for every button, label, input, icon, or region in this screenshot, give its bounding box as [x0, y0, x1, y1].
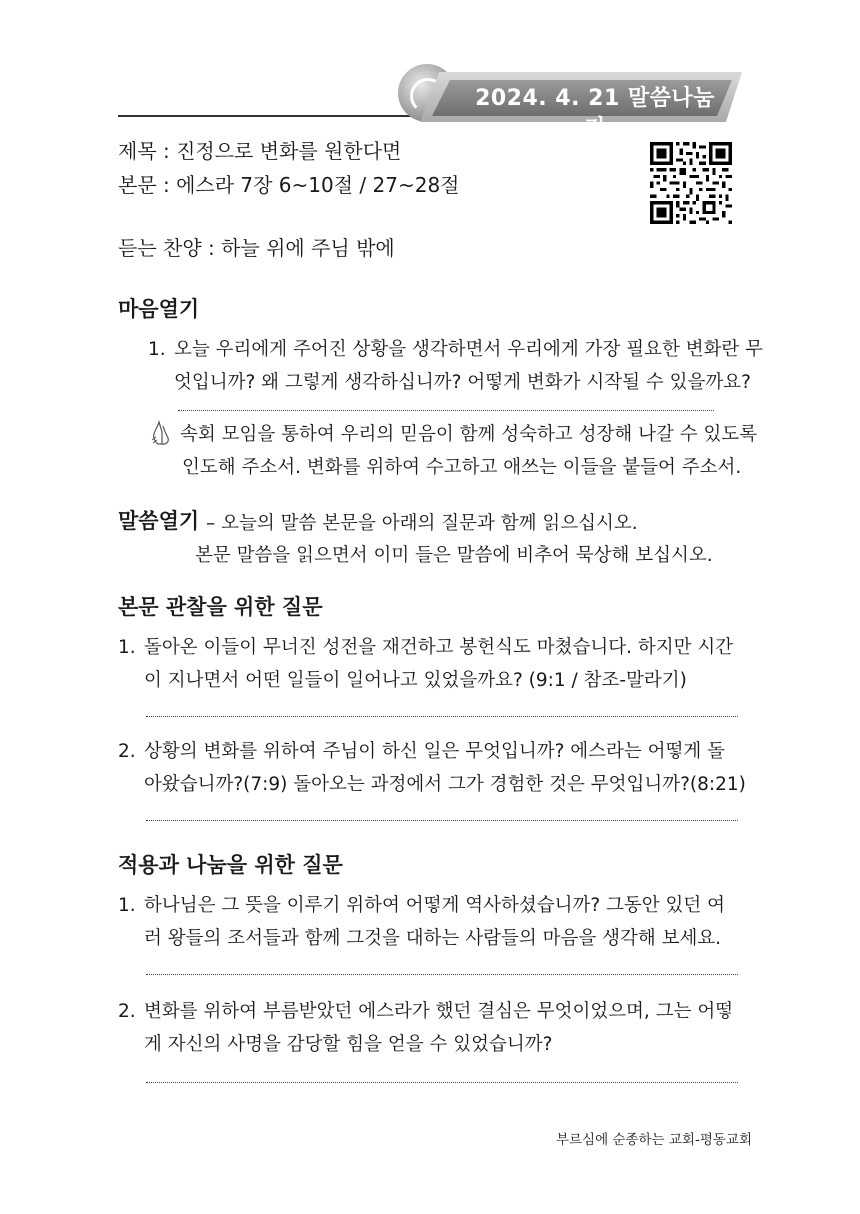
opening-prayer [180, 418, 760, 484]
header-rule [118, 115, 448, 117]
question-line: 이 지나면서 어떤 일들이 일어나고 있었을까요? (9:1 / 참조-말라기) [144, 670, 687, 691]
question-line: 상황의 변화를 위하여 주님이 하신 일은 무엇입니까? 에스라는 어떻게 돌 [144, 741, 726, 762]
question-number: 2. [118, 741, 136, 762]
question-line: 오늘 우리에게 주어진 상황을 생각하면서 우리에게 가장 필요한 변화란 무 [174, 339, 764, 360]
question-line: 돌아온 이들이 무너진 성전을 재건하고 봉헌식도 마쳤습니다. 하지만 시간 [144, 637, 734, 658]
question-number: 2. [118, 1001, 136, 1022]
answer-line [146, 974, 738, 975]
question-line: 러 왕들의 조서들과 함께 그것을 대하는 사람들의 마음을 생각해 보세요. [144, 928, 722, 949]
sermon-scripture: 본문 : 에스라 7장 6~10절 / 27~28절 [118, 173, 460, 197]
question-number: 1. [118, 895, 136, 916]
header-date-title: 2024. 4. 21 말씀나눔지 [475, 86, 715, 141]
sermon-title: 제목 : 진정으로 변화를 원한다면 [118, 139, 402, 163]
application-question-2 [118, 995, 748, 1061]
answer-line [178, 410, 714, 411]
application-heading: 적용과 나눔을 위한 질문 [118, 853, 343, 877]
opening-heading: 마음열기 [118, 297, 200, 321]
word-intro-line-1: – 오늘의 말씀 본문을 아래의 질문과 함께 읽으십시오. [206, 513, 638, 534]
hymn-title: 듣는 찬양 : 하늘 위에 주님 밖에 [118, 236, 395, 260]
answer-line [146, 820, 738, 821]
observation-heading: 본문 관찰을 위한 질문 [118, 595, 323, 619]
application-question-1 [118, 889, 748, 955]
prayer-line: 인도해 주소서. 변화를 위하여 수고하고 애쓰는 이들을 붙들어 주소서. [182, 457, 742, 478]
observation-question-1 [118, 631, 748, 697]
answer-line [146, 1082, 738, 1083]
question-line: 변화를 위하여 부름받았던 에스라가 했던 결심은 무엇이었으며, 그는 어떻 [144, 1001, 734, 1022]
question-line: 게 자신의 사명을 감당할 힘을 얻을 수 있었습니까? [144, 1034, 553, 1055]
question-line: 아왔습니까?(7:9) 돌아오는 과정에서 그가 경험한 것은 무엇입니까?(8:21) [144, 774, 746, 795]
prayer-line: 속회 모임을 통하여 우리의 믿음이 함께 성숙하고 성장해 나갈 수 있도록 [180, 424, 758, 445]
question-number: 1. [118, 637, 136, 658]
question-line: 엇입니까? 왜 그렇게 생각하십니까? 어떻게 변화가 시작될 수 있을까요? [174, 372, 751, 393]
observation-question-2 [118, 735, 748, 801]
word-heading: 말씀열기 [118, 509, 200, 533]
word-intro-line-2: 본문 말씀을 읽으면서 이미 들은 말씀에 비추어 묵상해 보십시오. [195, 545, 713, 566]
praying-hands-icon [150, 420, 174, 446]
answer-line [146, 716, 738, 717]
qr-code [650, 142, 732, 224]
question-line: 하나님은 그 뜻을 이루기 위하여 어떻게 역사하셨습니까? 그동안 있던 여 [144, 895, 726, 916]
footer-church-name: 부르심에 순종하는 교회-평동교회 [555, 1132, 752, 1148]
opening-question-1 [148, 333, 764, 399]
question-number: 1. [148, 339, 166, 360]
